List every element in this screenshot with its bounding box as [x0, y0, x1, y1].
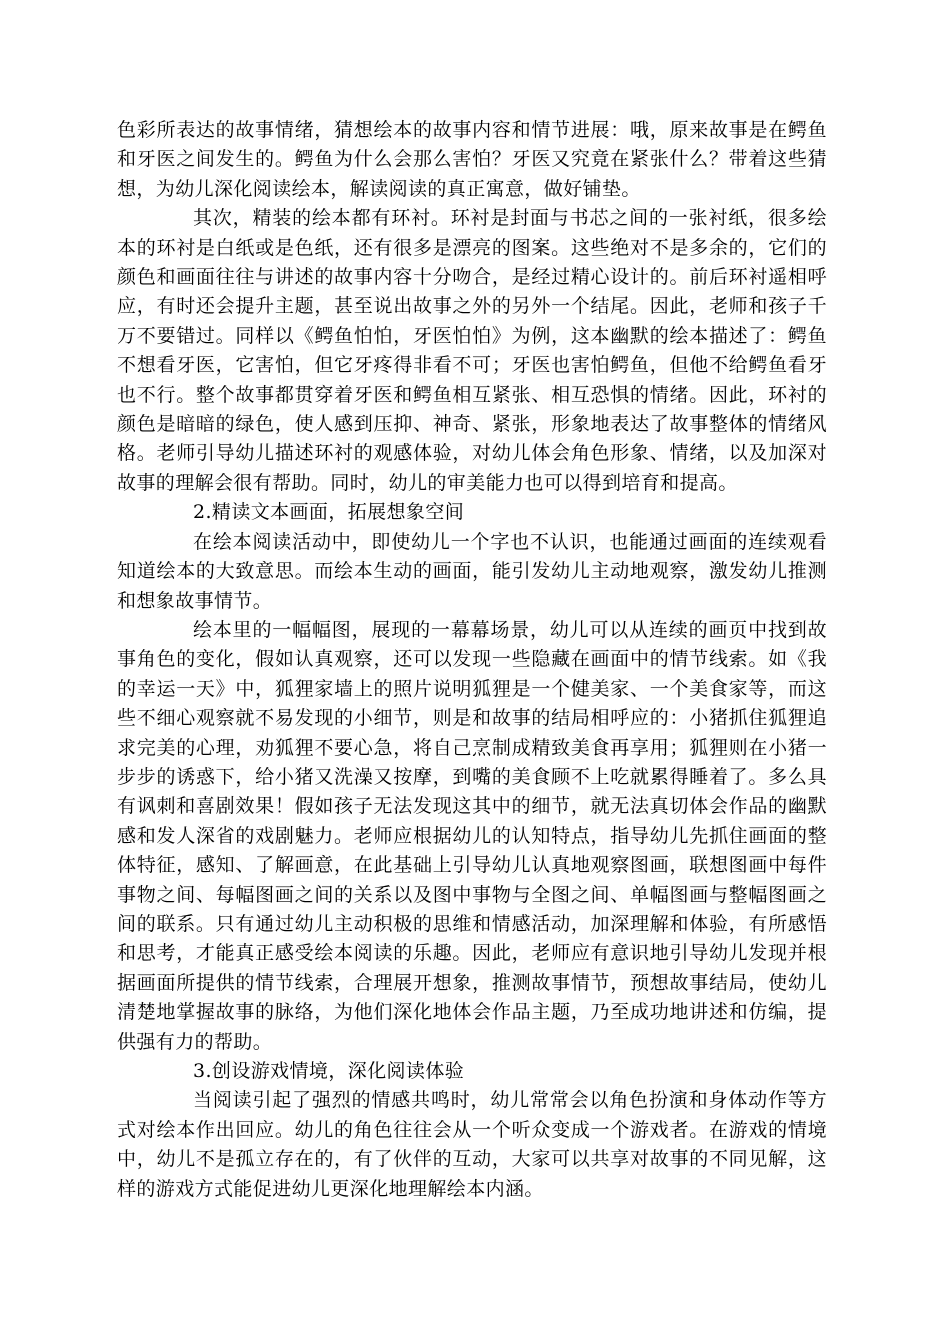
paragraph-picture-details: 绘本里的一幅幅图，展现的一幕幕场景，幼儿可以从连续的画页中找到故事角色的变化，假如认真观察，还可以发现一些隐藏在画面中的情节线索。如《我的幸运一天》中，狐狸家墙上的照片说明狐狸是一个健美家、一个美食家等，而这些不细心观察就不易发现的小细节，则是和故事的结局相呼应的：小猪抓住狐狸追求完美的心理，劝狐狸不要心急，将自己烹制成精致美食再享用；狐狸则在小猪一步步的诱惑下，给小猪又洗澡又按摩，到嘴的美食顾不上吃就累得睡着了。多么具有讽刺和喜剧效果！假如孩子无法发现这其中的细节，就无法真切体会作品的幽默感和发人深省的戏剧魅力。老师应根据幼儿的认知特点，指导幼儿先抓住画面的整体特征，感知、了解画意，在此基础上引导幼儿认真地观察图画，联想图画中每件事物之间、每幅图画之间的关系以及图中事物与全图之间、单幅图画与整幅图画之间的联系。只有通过幼儿主动积极的思维和情感活动，加深理解和体验，有所感悟和思考，才能真正感受绘本阅读的乐趣。因此，老师应有意识地引导幼儿发现并根据画面所提供的情节线索，合理展开想象，推测故事情节，预想故事结局，使幼儿清楚地掌握故事的脉络，为他们深化地体会作品主题，乃至成功地讲述和仿编，提供强有力的帮助。	[117, 618, 827, 1053]
paragraph-game-context: 当阅读引起了强烈的情感共鸣时，幼儿常常会以角色扮演和身体动作等方式对绘本作出回应。幼儿的角色往往会从一个听众变成一个游戏者。在游戏的情境中，幼儿不是孤立存在的，有了伙伴的互动，大家可以共享对故事的不同见解，这样的游戏方式能促进幼儿更深化地理解绘本内涵。	[117, 1089, 827, 1200]
section-heading-3: 3.创设游戏情境，深化阅读体验	[193, 1060, 465, 1082]
document-page	[117, 116, 827, 1204]
paragraph-continuation: 色彩所表达的故事情绪，猜想绘本的故事内容和情节进展：哦，原来故事是在鳄鱼和牙医之间发生的。鳄鱼为什么会那么害怕？牙医又究竟在紧张什么？带着这些猜想，为幼儿深化阅读绘本，解读阅读的真正寓意，做好铺垫。	[117, 119, 827, 200]
paragraph-reading-activity: 在绘本阅读活动中，即使幼儿一个字也不认识，也能通过画面的连续观看知道绘本的大致意思。而绘本生动的画面，能引发幼儿主动地观察，激发幼儿推测和想象故事情节。	[117, 530, 827, 612]
paragraph-endpapers: 其次，精装的绘本都有环衬。环衬是封面与书芯之间的一张衬纸，很多绘本的环衬是白纸或是色纸，还有很多是漂亮的图案。这些绝对不是多余的，它们的颜色和画面往往与讲述的故事内容十分吻合，是经过精心设计的。前后环衬遥相呼应，有时还会提升主题，甚至说出故事之外的另外一个结尾。因此，老师和孩子千万不要错过。同样以《鳄鱼怕怕，牙医怕怕》为例，这本幽默的绘本描述了：鳄鱼不想看牙医，它害怕，但它牙疼得非看不可；牙医也害怕鳄鱼，但他不给鳄鱼看牙也不行。整个故事都贯穿着牙医和鳄鱼相互紧张、相互恐惧的情绪。因此，环衬的颜色是暗暗的绿色，使人感到压抑、神奇、紧张，形象地表达了故事整体的情绪风格。老师引导幼儿描述环衬的观感体验，对幼儿体会角色形象、情绪，以及加深对故事的理解会很有帮助。同时，幼儿的审美能力也可以得到培育和提高。	[117, 207, 827, 494]
section-heading-2: 2.精读文本画面，拓展想象空间	[193, 501, 465, 524]
